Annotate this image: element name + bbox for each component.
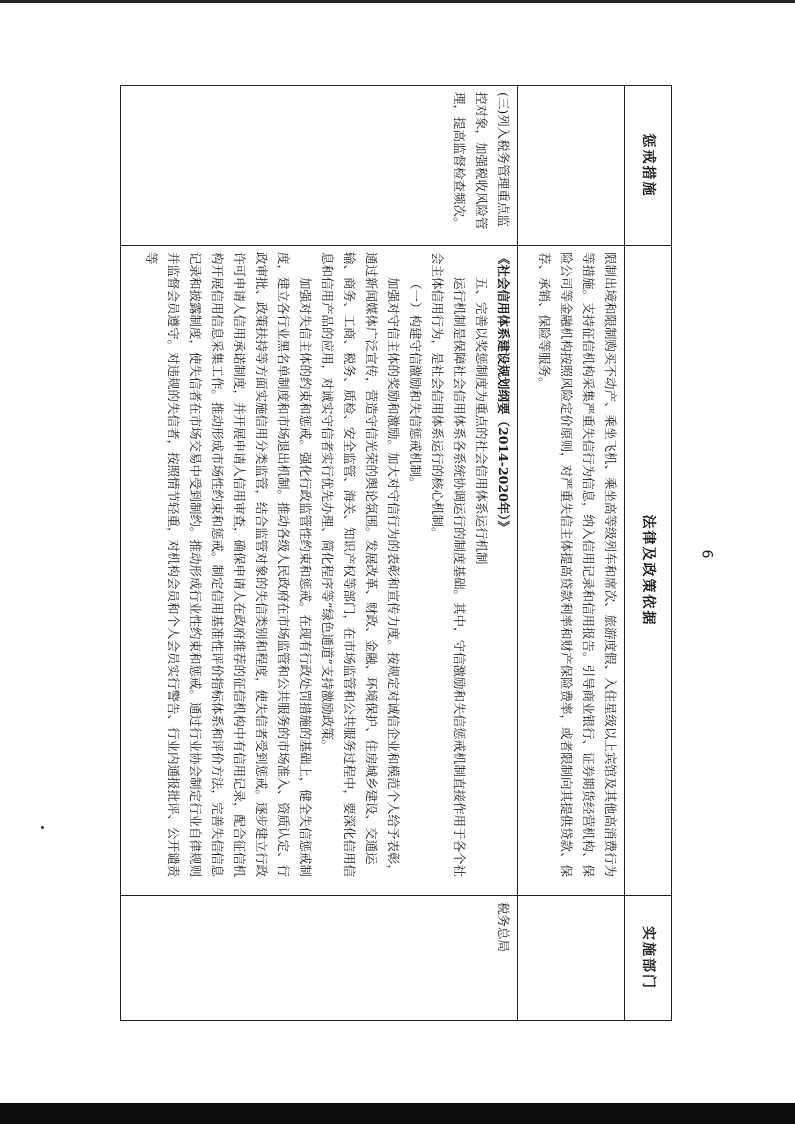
measure-cell [518,86,625,246]
scan-bottom-edge [0,1103,795,1124]
scan-speck [41,826,44,829]
page-number: 6 [698,549,715,559]
policy-table [120,85,672,1021]
basis-cell [518,246,625,896]
basis-paragraph: 加强对守信主体的奖励和激励。加大对守信行为的表彰和宣传力度。按规定对诚信企业和模范个人给予表彰，通过新闻媒体广泛宣传，营造守信光荣的舆论氛围。发展改革、财政、金融、环境保护、住房城乡建设、交通运输、商务、工商、税务、质检、安全监管、海关、知识产权等部门，在市场监管和公共服务过程中，要深化信用信息和信用产品的应用，对诚实守信者实行优先办理、简化程序等“绿色通道”支持激励政策。 [320,252,401,878]
header-measures: 惩戒措施 [625,86,672,246]
header-department: 实施部门 [625,896,672,1021]
table-header-row [625,86,672,1021]
measure-text: (三)列入税务管理重点监控对象，加强税收风险管理，提高监督检查频次。 [452,92,511,230]
measure-cell [121,86,518,246]
table-row [121,86,518,1021]
basis-title: 《社会信用体系建设规划纲要（2014-2020年）》 [496,252,511,534]
table-row [518,86,625,1021]
basis-subheading: （一）构建守信激励和失信惩戒机制。 [408,277,423,490]
department-cell [518,896,625,1021]
header-basis: 法律及政策依据 [625,246,672,896]
basis-section: 五、完善以奖惩制度为重点的社会信用体系运行机制 [474,277,489,565]
basis-paragraph: 加强对失信主体的约束和惩戒。强化行政监管性约束和惩戒。在现有行政处罚措施的基础上，健全失信惩戒制度，建立各行业黑名单制度和市场退出机制。推动各级人民政府在市场监管和公共服务的市场准入、资质认定、行政审批、政策扶持等方面实施信用分类监管，结合监管对象的失信类别和程度，使失信者受到惩戒。逐步建立行政许可申请人信用承诺制度，并开展申请人信用审查，确保申请人在政府推荐的征信机构中有信用记录，配合征信机构开展信用信息采集工作。推动形成市场性约束和惩戒。制定信用基准性评价指标体系和评价方法，完善失信信息记录和披露制度，使失信者在市场交易中受到制约。推动形成行业性约束和惩戒。通过行业协会制定行业自律规则并监督会员遵守。对违规的失信者，按照情节轻重，对机构会员和个人会员实行警告、行业内通报批评、公开谴责等 [144,252,313,878]
basis-text: 限制出境和限制购买不动产、乘坐飞机、乘坐高等级列车和席次、旅游度假、入住星级以上宾馆及其他高消费行为等措施。支持征信机构采集严重失信行为信息，纳入信用记录和信用报告。引导商业银行、证券期货经营机构、保险公司等金融机构按照风险定价原则，对严重失信主体提高贷款利率和财产保险费率，或者限制向其提供贷款、保荐、承销、保险等服务。 [537,252,618,878]
rotated-page [120,85,672,1020]
department-cell: 税务总局 [121,896,518,1021]
basis-paragraph: 运行机制是保障社会信用体系各系统协调运行的制度基础。其中，守信激励和失信惩戒机制直接作用于各个社会主体信用行为，是社会信用体系运行的核心机制。 [430,252,467,878]
scan-top-edge [0,0,795,3]
basis-cell [121,246,518,896]
